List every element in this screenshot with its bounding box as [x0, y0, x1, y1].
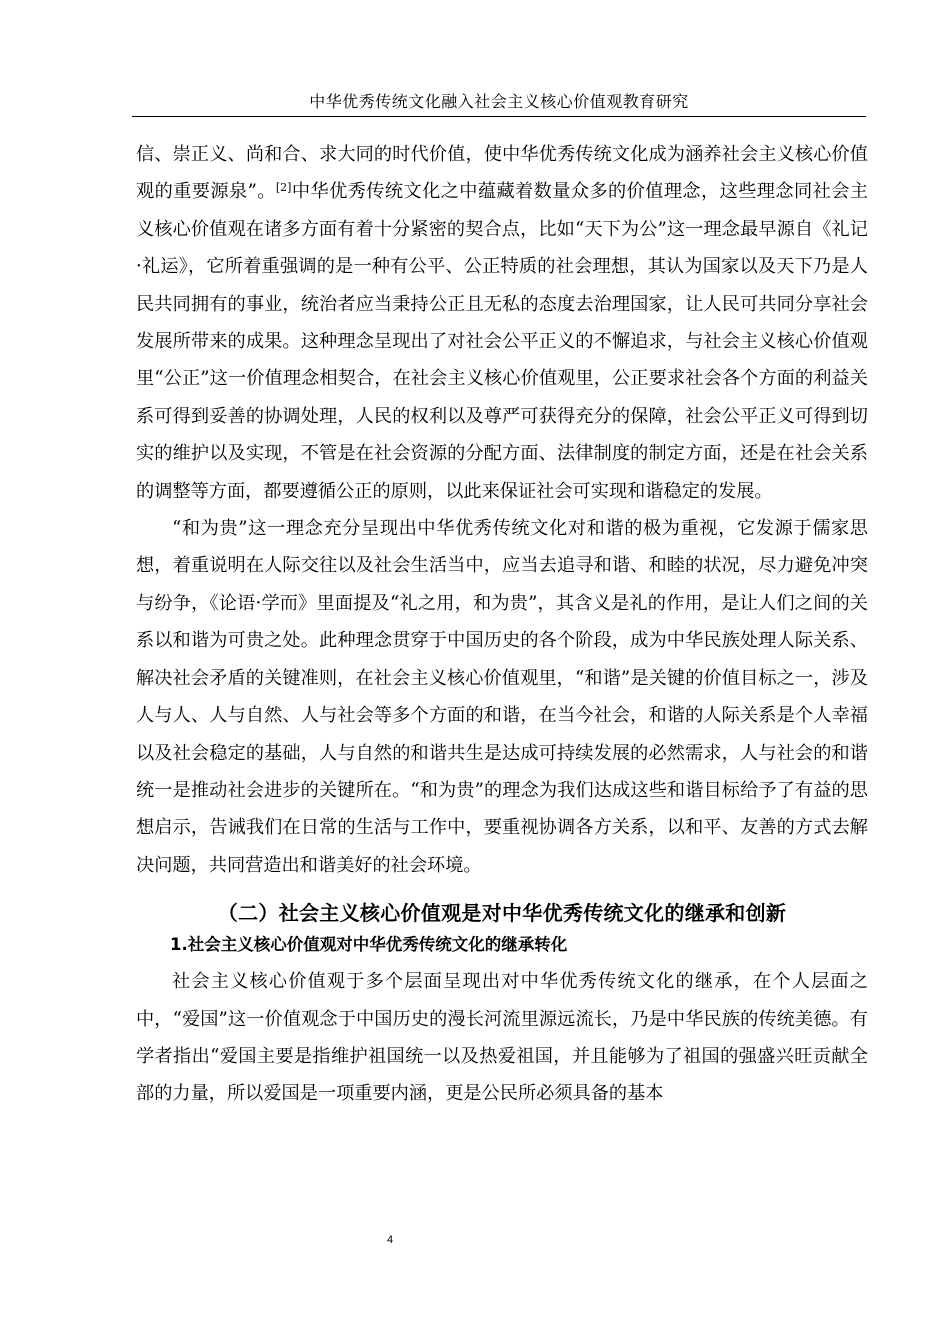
paragraph-he-wei-gui: “和为贵”这一理念充分呈现出中华优秀传统文化对和谐的极为重视，它发源于儒家思想，着重说明在人际交往以及社会生活当中，应当去追寻和谐、和睦的状况，尽力避免冲突与纷争，《论语·学而》里面提及“礼之用，和为贵”，其含义是礼的作用，是让人们之间的关系以和谐为可贵之处。此种理念贯穿于中国历史的各个阶段，成为中华民族处理人际关系、解决社会矛盾的关键准则，在社会主义核心价值观里，“和谐”是关键的价值目标之一，涉及人与人、人与自然、人与社会等多个方面的和谐，在当今社会，和谐的人际关系是个人幸福以及社会稳定的基础，人与自然的和谐共生是达成可持续发展的必然需求，人与社会的和谐统一是推动社会进步的关键所在。“和为贵”的理念为我们达成这些和谐目标给予了有益的思想启示，告诫我们在日常的生活与工作中，要重视协调各方关系，以和平、友善的方式去解决问题，共同营造出和谐美好的社会环境。 [136, 518, 868, 876]
header-rule [132, 116, 866, 117]
paragraph-continued [136, 136, 868, 510]
citation-reference[interactable]: [2] [275, 181, 292, 195]
paragraph-text: 信、崇正义、尚和合、求大同的时代价值，使中华优秀传统文化成为涵养社会主义核心价值观的重要源泉”。 [136, 144, 868, 203]
paragraph-inheritance: 社会主义核心价值观于多个层面呈现出对中华优秀传统文化的继承，在个人层面之中，“爱国”这一价值观念于中国历史的漫长河流里源远流长，乃是中华民族的传统美德。有学者指出“爱国主要是指维护祖国统一以及热爱祖国，并且能够为了祖国的强盛兴旺贡献全部的力量，所以爱国是一项重要内涵，更是公民所必须具备的基本 [136, 971, 868, 1105]
section-heading: （二）社会主义核心价值观是对中华优秀传统文化的继承和创新 [217, 901, 787, 926]
running-header: 中华优秀传统文化融入社会主义核心价值观教育研究 [309, 92, 689, 111]
document-body [136, 136, 868, 1113]
subsection-heading: 1.社会主义核心价值观对中华优秀传统文化的继承转化 [170, 935, 568, 955]
page-number: 4 [386, 1234, 394, 1246]
paragraph-text: 中华优秀传统文化之中蕴藏着数量众多的价值理念，这些理念同社会主义核心价值观在诸多方面有着十分紧密的契合点，比如“天下为公”这一理念最早源自《礼记·礼运》，它所着重强调的是一种有公平、公正特质的社会理想，其认为国家以及天下乃是人民共同拥有的事业，统治者应当秉持公正且无私的态度去治理国家，让人民可共同分享社会发展所带来的成果。这种理念呈现出了对社会公平正义的不懈追求，与社会主义核心价值观里“公正”这一价值理念相契合，在社会主义核心价值观里，公正要求社会各个方面的利益关系可得到妥善的协调处理，人民的权利以及尊严可获得充分的保障，社会公平正义可得到切实的维护以及实现，不管是在社会资源的分配方面、法律制度的制定方面，还是在社会关系的调整等方面，都要遵循公正的原则，以此来保证社会可实现和谐稳定的发展。 [136, 181, 868, 502]
